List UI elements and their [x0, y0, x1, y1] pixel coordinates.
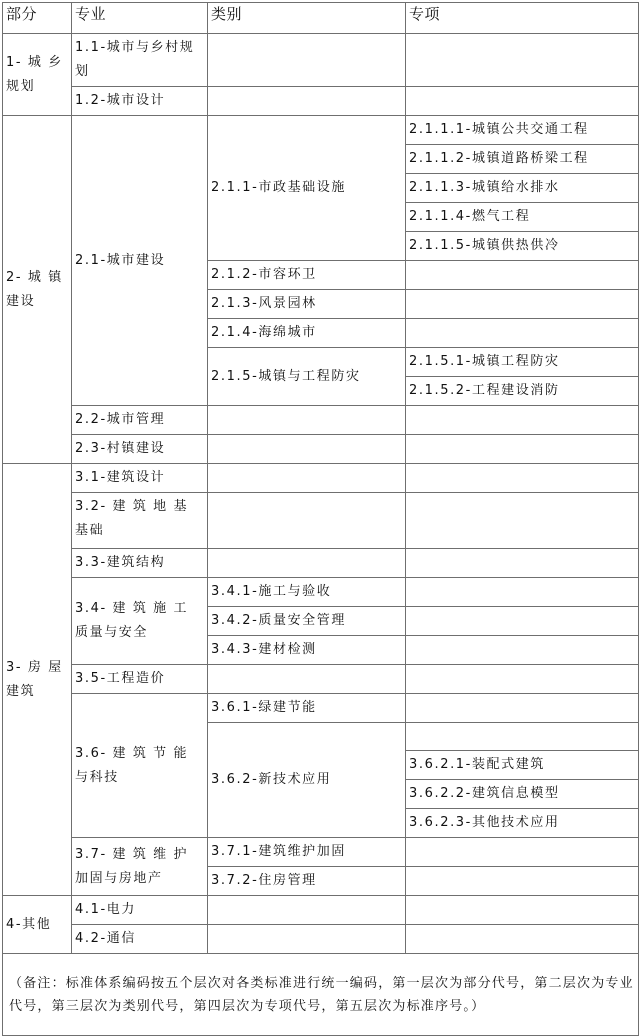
table-row: [3, 896, 639, 925]
table-row: [3, 694, 639, 723]
special-cell: 2.1.5.2-工程建设消防: [406, 377, 639, 406]
special-cell: 2.1.1.3-城镇给水排水: [406, 174, 639, 203]
special-cell: 2.1.1.1-城镇公共交通工程: [406, 116, 639, 145]
table-row: [3, 406, 639, 435]
table-row: [3, 578, 639, 607]
special-cell: [406, 867, 639, 896]
table-row: [3, 464, 639, 493]
table-row: [3, 34, 639, 87]
table-row: [3, 435, 639, 464]
note-row: [3, 954, 639, 1036]
special-cell: [406, 319, 639, 348]
special-cell: [406, 578, 639, 607]
header-category: 类别: [208, 3, 406, 34]
special-cell: [406, 34, 639, 87]
category-cell: [208, 493, 406, 549]
table-row: [3, 838, 639, 867]
major-cell: 4.1-电力: [72, 896, 208, 925]
special-cell: 2.1.1.2-城镇道路桥梁工程: [406, 145, 639, 174]
special-cell: 2.1.1.5-城镇供热供冷: [406, 232, 639, 261]
special-cell: [406, 493, 639, 549]
note-text: （备注：标准体系编码按五个层次对各类标准进行统一编码，第一层次为部分代号，第二层次为专业代号，第三层次为类别代号，第四层次为专项代号，第五层次为标准序号。）: [3, 954, 639, 1036]
category-cell: [208, 87, 406, 116]
special-cell: 2.1.1.4-燃气工程: [406, 203, 639, 232]
category-cell: [208, 549, 406, 578]
major-cell: 3.2- 建 筑 地 基 基础: [72, 493, 208, 549]
header-major: 专业: [72, 3, 208, 34]
category-cell: 3.4.3-建材检测: [208, 636, 406, 665]
special-cell: 3.6.2.3-其他技术应用: [406, 809, 639, 838]
major-cell: 3.7- 建 筑 维 护 加固与房地产: [72, 838, 208, 896]
special-cell: 3.6.2.2-建筑信息模型: [406, 780, 639, 809]
special-cell: [406, 549, 639, 578]
special-cell: [406, 636, 639, 665]
special-cell: [406, 261, 639, 290]
major-cell: 2.3-村镇建设: [72, 435, 208, 464]
category-cell: 2.1.2-市容环卫: [208, 261, 406, 290]
part-cell: 2- 城 镇建设: [3, 116, 72, 464]
special-cell: [406, 87, 639, 116]
special-cell: [406, 464, 639, 493]
special-cell: [406, 290, 639, 319]
major-cell: 3.6- 建 筑 节 能 与科技: [72, 694, 208, 838]
category-cell: [208, 925, 406, 954]
major-cell: 3.3-建筑结构: [72, 549, 208, 578]
category-cell: 2.1.5-城镇与工程防灾: [208, 348, 406, 406]
major-cell: 3.1-建筑设计: [72, 464, 208, 493]
category-cell: 2.1.3-风景园林: [208, 290, 406, 319]
special-cell: [406, 694, 639, 723]
special-cell: [406, 896, 639, 925]
special-cell: [406, 435, 639, 464]
special-cell: [406, 607, 639, 636]
category-cell: 2.1.1-市政基础设施: [208, 116, 406, 261]
category-cell: 3.7.2-住房管理: [208, 867, 406, 896]
table-row: [3, 116, 639, 145]
major-cell: 4.2-通信: [72, 925, 208, 954]
category-cell: 2.1.4-海绵城市: [208, 319, 406, 348]
category-cell: 3.4.1-施工与验收: [208, 578, 406, 607]
header-part: 部分: [3, 3, 72, 34]
special-cell: [406, 665, 639, 694]
category-cell: [208, 464, 406, 493]
header-special: 专项: [406, 3, 639, 34]
standard-system-table: [2, 2, 639, 1036]
category-cell: 3.6.1-绿建节能: [208, 694, 406, 723]
part-cell: 1- 城 乡规划: [3, 34, 72, 116]
category-cell: 3.4.2-质量安全管理: [208, 607, 406, 636]
special-cell: [406, 723, 639, 751]
part-cell: 3- 房 屋建筑: [3, 464, 72, 896]
category-cell: [208, 406, 406, 435]
category-cell: [208, 665, 406, 694]
special-cell: 3.6.2.1-装配式建筑: [406, 751, 639, 780]
table-row: [3, 925, 639, 954]
category-cell: [208, 435, 406, 464]
special-cell: 2.1.5.1-城镇工程防灾: [406, 348, 639, 377]
category-cell: 3.7.1-建筑维护加固: [208, 838, 406, 867]
category-cell: [208, 896, 406, 925]
part-cell: 4-其他: [3, 896, 72, 954]
table-row: [3, 493, 639, 549]
table-row: [3, 87, 639, 116]
major-cell: 2.2-城市管理: [72, 406, 208, 435]
major-cell: 1.1-城市与乡村规划: [72, 34, 208, 87]
header-row: [3, 3, 639, 34]
table-row: [3, 549, 639, 578]
category-cell: [208, 34, 406, 87]
special-cell: [406, 925, 639, 954]
table-row: [3, 665, 639, 694]
major-cell: 3.5-工程造价: [72, 665, 208, 694]
special-cell: [406, 838, 639, 867]
major-cell: 2.1-城市建设: [72, 116, 208, 406]
major-cell: 3.4- 建 筑 施 工 质量与安全: [72, 578, 208, 665]
major-cell: 1.2-城市设计: [72, 87, 208, 116]
category-cell: 3.6.2-新技术应用: [208, 723, 406, 838]
special-cell: [406, 406, 639, 435]
